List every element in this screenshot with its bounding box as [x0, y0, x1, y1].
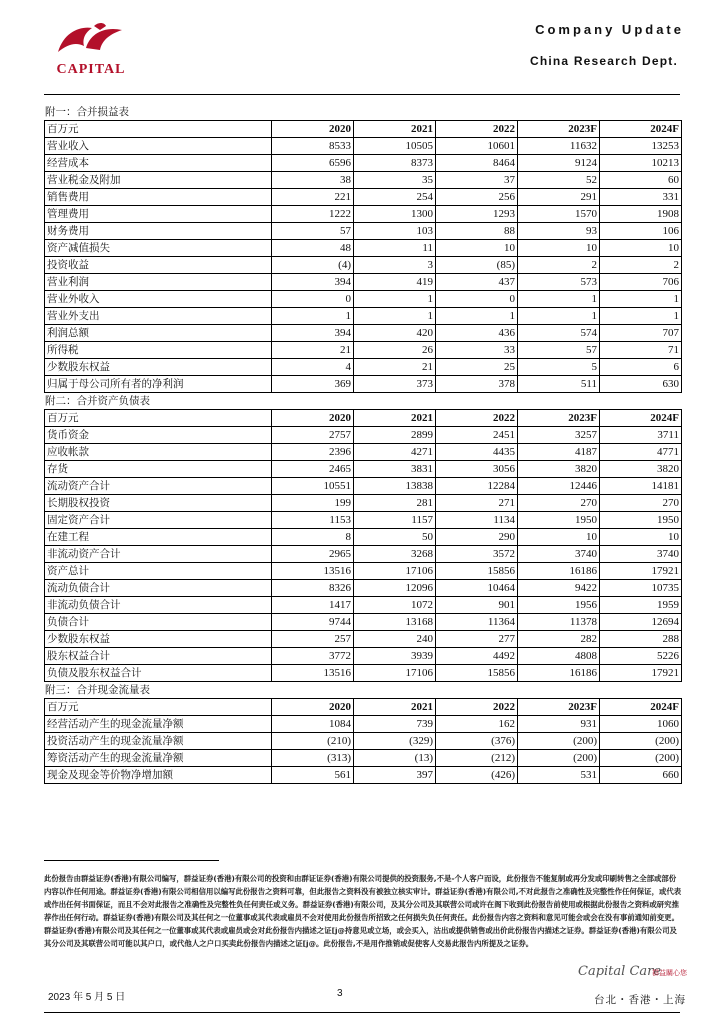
- cell-value: 15856: [436, 563, 518, 580]
- cell-value: 221: [272, 189, 354, 206]
- cell-value: (85): [436, 257, 518, 274]
- cell-value: 57: [272, 223, 354, 240]
- cell-value: 1908: [600, 206, 682, 223]
- cell-value: 1570: [518, 206, 600, 223]
- brand-sub: 群益關心您: [652, 969, 687, 977]
- cell-value: 12446: [518, 478, 600, 495]
- cell-value: 3939: [354, 648, 436, 665]
- bird-logo-icon: [46, 22, 136, 62]
- row-label: 资产减值损失: [45, 240, 272, 257]
- cell-value: 71: [600, 342, 682, 359]
- cell-value: 1293: [436, 206, 518, 223]
- cell-value: 0: [272, 291, 354, 308]
- cell-value: 8326: [272, 580, 354, 597]
- year-header: 2020: [272, 410, 354, 427]
- cell-value: 2451: [436, 427, 518, 444]
- table-header-row: [45, 410, 682, 427]
- cell-value: 13838: [354, 478, 436, 495]
- cell-value: 394: [272, 274, 354, 291]
- cell-value: 1153: [272, 512, 354, 529]
- table-row: [45, 597, 682, 614]
- year-header: 2020: [272, 699, 354, 716]
- row-label: 股东权益合计: [45, 648, 272, 665]
- table-caption: 附三：合并现金流量表: [45, 684, 150, 696]
- cell-value: 10: [518, 240, 600, 257]
- cell-value: 2: [518, 257, 600, 274]
- cell-value: 282: [518, 631, 600, 648]
- cell-value: 2: [600, 257, 682, 274]
- cell-value: (13): [354, 750, 436, 767]
- cell-value: 1134: [436, 512, 518, 529]
- row-label: 负债及股东权益合计: [45, 665, 272, 682]
- table-row: [45, 138, 682, 155]
- cell-value: 1: [600, 291, 682, 308]
- row-label: 流动资产合计: [45, 478, 272, 495]
- cell-value: 16186: [518, 665, 600, 682]
- table-row: [45, 206, 682, 223]
- year-header: 2023F: [518, 699, 600, 716]
- year-header: 2021: [354, 121, 436, 138]
- cell-value: (313): [272, 750, 354, 767]
- cell-value: 2465: [272, 461, 354, 478]
- row-label: 投资活动产生的现金流量净额: [45, 733, 272, 750]
- cell-value: 33: [436, 342, 518, 359]
- row-label: 流动负债合计: [45, 580, 272, 597]
- cell-value: 3820: [518, 461, 600, 478]
- cell-value: 270: [600, 495, 682, 512]
- cell-value: 573: [518, 274, 600, 291]
- cell-value: 4771: [600, 444, 682, 461]
- table-row: [45, 648, 682, 665]
- cell-value: 739: [354, 716, 436, 733]
- table-row: [45, 665, 682, 682]
- table-row: [45, 223, 682, 240]
- cell-value: 106: [600, 223, 682, 240]
- cell-value: 1222: [272, 206, 354, 223]
- cell-value: (210): [272, 733, 354, 750]
- row-label: 存货: [45, 461, 272, 478]
- year-header: 2023F: [518, 410, 600, 427]
- row-label: 负债合计: [45, 614, 272, 631]
- cell-value: 4435: [436, 444, 518, 461]
- cell-value: 3572: [436, 546, 518, 563]
- cell-value: 11632: [518, 138, 600, 155]
- row-label: 营业外收入: [45, 291, 272, 308]
- table-row: [45, 444, 682, 461]
- table-row: [45, 189, 682, 206]
- financial-table: [44, 409, 682, 682]
- unit-header: 百万元: [45, 699, 272, 716]
- table-row: [45, 495, 682, 512]
- cell-value: 15856: [436, 665, 518, 682]
- cell-value: (200): [518, 733, 600, 750]
- capital-care-brand: [578, 960, 688, 988]
- cell-value: (329): [354, 733, 436, 750]
- table-row: [45, 512, 682, 529]
- cell-value: 271: [436, 495, 518, 512]
- cell-value: 2396: [272, 444, 354, 461]
- row-label: 营业利润: [45, 274, 272, 291]
- table-row: [45, 631, 682, 648]
- row-label: 销售费用: [45, 189, 272, 206]
- cell-value: 88: [436, 223, 518, 240]
- report-type: Company Update: [535, 22, 684, 37]
- row-label: 应收帐款: [45, 444, 272, 461]
- row-label: 经营活动产生的现金流量净额: [45, 716, 272, 733]
- cell-value: 21: [272, 342, 354, 359]
- cell-value: 8533: [272, 138, 354, 155]
- cell-value: 60: [600, 172, 682, 189]
- footnote-divider: [44, 860, 219, 861]
- cell-value: 9422: [518, 580, 600, 597]
- year-header: 2024F: [600, 121, 682, 138]
- table-header-row: [45, 699, 682, 716]
- cell-value: 4271: [354, 444, 436, 461]
- cell-value: 2757: [272, 427, 354, 444]
- page-number: 3: [337, 988, 343, 999]
- cell-value: 437: [436, 274, 518, 291]
- cell-value: 3: [354, 257, 436, 274]
- row-label: 货币资金: [45, 427, 272, 444]
- cell-value: 3711: [600, 427, 682, 444]
- cell-value: 1084: [272, 716, 354, 733]
- cell-value: 4187: [518, 444, 600, 461]
- row-label: 非流动负债合计: [45, 597, 272, 614]
- cell-value: 277: [436, 631, 518, 648]
- cell-value: 93: [518, 223, 600, 240]
- cell-value: 706: [600, 274, 682, 291]
- cell-value: 10601: [436, 138, 518, 155]
- cell-value: 5: [518, 359, 600, 376]
- unit-header: 百万元: [45, 410, 272, 427]
- cell-value: (376): [436, 733, 518, 750]
- cell-value: 394: [272, 325, 354, 342]
- year-header: 2021: [354, 410, 436, 427]
- year-header: 2020: [272, 121, 354, 138]
- cell-value: 162: [436, 716, 518, 733]
- cell-value: 561: [272, 767, 354, 784]
- cell-value: 5226: [600, 648, 682, 665]
- cell-value: 397: [354, 767, 436, 784]
- row-label: 营业税金及附加: [45, 172, 272, 189]
- table-row: [45, 325, 682, 342]
- cell-value: 1157: [354, 512, 436, 529]
- table-row: [45, 308, 682, 325]
- year-header: 2022: [436, 699, 518, 716]
- cell-value: 17921: [600, 665, 682, 682]
- research-dept: China Research Dept.: [529, 54, 678, 68]
- table-row: [45, 580, 682, 597]
- cell-value: 254: [354, 189, 436, 206]
- cell-value: 3820: [600, 461, 682, 478]
- cell-value: 10: [600, 529, 682, 546]
- financial-table: [44, 120, 682, 393]
- cell-value: (4): [272, 257, 354, 274]
- cell-value: 199: [272, 495, 354, 512]
- table-row: [45, 257, 682, 274]
- cell-value: 16186: [518, 563, 600, 580]
- cell-value: 256: [436, 189, 518, 206]
- cell-value: 48: [272, 240, 354, 257]
- logo-wordmark: CAPITAL: [56, 62, 126, 77]
- cell-value: 0: [436, 291, 518, 308]
- cell-value: 2965: [272, 546, 354, 563]
- row-label: 现金及现金等价物净增加额: [45, 767, 272, 784]
- cell-value: 3740: [518, 546, 600, 563]
- cell-value: 1417: [272, 597, 354, 614]
- cell-value: 26: [354, 342, 436, 359]
- cell-value: 1060: [600, 716, 682, 733]
- cell-value: 707: [600, 325, 682, 342]
- cell-value: 8464: [436, 155, 518, 172]
- cell-value: 10551: [272, 478, 354, 495]
- cell-value: 11378: [518, 614, 600, 631]
- table-row: [45, 376, 682, 393]
- cell-value: 10735: [600, 580, 682, 597]
- cell-value: 436: [436, 325, 518, 342]
- table-row: [45, 563, 682, 580]
- cell-value: 1: [518, 291, 600, 308]
- row-label: 财务费用: [45, 223, 272, 240]
- cell-value: 257: [272, 631, 354, 648]
- year-header: 2024F: [600, 410, 682, 427]
- cell-value: 6: [600, 359, 682, 376]
- cell-value: 3056: [436, 461, 518, 478]
- cell-value: 10213: [600, 155, 682, 172]
- table-row: [45, 750, 682, 767]
- table-row: [45, 274, 682, 291]
- cell-value: 3831: [354, 461, 436, 478]
- table-row: [45, 359, 682, 376]
- row-label: 筹资活动产生的现金流量净额: [45, 750, 272, 767]
- cell-value: 13253: [600, 138, 682, 155]
- row-label: 营业外支出: [45, 308, 272, 325]
- cell-value: 6596: [272, 155, 354, 172]
- cell-value: 373: [354, 376, 436, 393]
- cell-value: 630: [600, 376, 682, 393]
- table-caption: 附二：合并资产负债表: [45, 395, 150, 407]
- cell-value: 1: [272, 308, 354, 325]
- cell-value: (212): [436, 750, 518, 767]
- year-header: 2021: [354, 699, 436, 716]
- row-label: 营业收入: [45, 138, 272, 155]
- cell-value: 13516: [272, 563, 354, 580]
- cell-value: 8: [272, 529, 354, 546]
- cell-value: 52: [518, 172, 600, 189]
- cell-value: 240: [354, 631, 436, 648]
- cell-value: 10: [600, 240, 682, 257]
- brand-script: Capital Care: [578, 964, 662, 979]
- table-row: [45, 291, 682, 308]
- cell-value: 369: [272, 376, 354, 393]
- cell-value: 901: [436, 597, 518, 614]
- cell-value: 3257: [518, 427, 600, 444]
- row-label: 资产总计: [45, 563, 272, 580]
- row-label: 非流动资产合计: [45, 546, 272, 563]
- cell-value: 290: [436, 529, 518, 546]
- cell-value: 1956: [518, 597, 600, 614]
- cell-value: 8373: [354, 155, 436, 172]
- cell-value: 11364: [436, 614, 518, 631]
- capital-logo: [46, 22, 136, 78]
- table-row: [45, 427, 682, 444]
- disclaimer-text: 此份报告由群益证券(香港)有限公司编写，群益证券(香港)有限公司的投资和由群证证券(香港)有限公司提供的投资服务,不是-个人客户而设，此份报告不能复制或再分发或印刷转售之全部或部份内容以作任何用途。群益证券(香港)有限公司相信用以编写此份报告之资料可靠，但此报告之资料没有被独立核实审计。群益证券(香港)有限公司,不对此报告之准确性及完整性作任何保证，或代表或作出任何书面保证，而且不会对此报告之准确性及完整性负任何责任或义务。群益证券(香港)有限公司，及其分公司及其联营公司或许在阁下收到此份报告前使用或根据此份报告之资料或研究推荐作出任何行动。群益证券(香港)有限公司及其任何之一位董事或其代表或雇员不会对使用此份报告所招致之任何损失负任何责任。此份报告内容之资料和意见可能会或会在没有事前通知前变更。群益证券(香港)有限公司及其任何之一位董事或其代表或雇员或会对此份报告内描述之证[j@持意见或立场，或会买入，沽出或提供销售或出价此份报告内描述之证券。群益证券(香港)有限公司及其分公司及其联营公司可能以其户口，或代他人之户口买卖此份报告内描述之证[j@。此份报告,不是用作推销或促使客人交易此报告内所提及之证券。: [44, 874, 682, 948]
- cell-value: 57: [518, 342, 600, 359]
- cell-value: 17106: [354, 665, 436, 682]
- cell-value: 1959: [600, 597, 682, 614]
- cell-value: 50: [354, 529, 436, 546]
- footer-divider: [44, 1012, 680, 1013]
- cell-value: 660: [600, 767, 682, 784]
- table-row: [45, 461, 682, 478]
- cell-value: 331: [600, 189, 682, 206]
- cell-value: 4808: [518, 648, 600, 665]
- cell-value: 531: [518, 767, 600, 784]
- cell-value: 9124: [518, 155, 600, 172]
- cell-value: 17106: [354, 563, 436, 580]
- cell-value: 11: [354, 240, 436, 257]
- cell-value: 378: [436, 376, 518, 393]
- table-row: [45, 614, 682, 631]
- cell-value: 270: [518, 495, 600, 512]
- table-header-row: [45, 121, 682, 138]
- year-header: 2023F: [518, 121, 600, 138]
- row-label: 所得税: [45, 342, 272, 359]
- cell-value: 419: [354, 274, 436, 291]
- cell-value: 1950: [600, 512, 682, 529]
- cell-value: 1: [518, 308, 600, 325]
- row-label: 利润总额: [45, 325, 272, 342]
- cell-value: 420: [354, 325, 436, 342]
- cell-value: 103: [354, 223, 436, 240]
- cell-value: 37: [436, 172, 518, 189]
- cell-value: (200): [600, 750, 682, 767]
- cell-value: 1: [436, 308, 518, 325]
- table-row: [45, 767, 682, 784]
- table-row: [45, 733, 682, 750]
- table-row: [45, 716, 682, 733]
- cell-value: 288: [600, 631, 682, 648]
- table-row: [45, 529, 682, 546]
- cell-value: 1: [354, 308, 436, 325]
- cell-value: 291: [518, 189, 600, 206]
- table-row: [45, 342, 682, 359]
- cell-value: 4492: [436, 648, 518, 665]
- cell-value: 14181: [600, 478, 682, 495]
- cell-value: (200): [600, 733, 682, 750]
- cell-value: 35: [354, 172, 436, 189]
- cell-value: 21: [354, 359, 436, 376]
- row-label: 管理费用: [45, 206, 272, 223]
- cell-value: 281: [354, 495, 436, 512]
- financial-table: [44, 698, 682, 784]
- cell-value: 1: [600, 308, 682, 325]
- report-date: 2023 年 5 月 5 日: [48, 992, 126, 1003]
- cell-value: 1: [354, 291, 436, 308]
- cell-value: 3740: [600, 546, 682, 563]
- cell-value: 931: [518, 716, 600, 733]
- table-row: [45, 172, 682, 189]
- year-header: 2022: [436, 121, 518, 138]
- row-label: 少数股东权益: [45, 631, 272, 648]
- cell-value: 3772: [272, 648, 354, 665]
- cell-value: 10464: [436, 580, 518, 597]
- cell-value: 17921: [600, 563, 682, 580]
- cell-value: (426): [436, 767, 518, 784]
- unit-header: 百万元: [45, 121, 272, 138]
- cell-value: 1072: [354, 597, 436, 614]
- cell-value: 12096: [354, 580, 436, 597]
- cell-value: 13168: [354, 614, 436, 631]
- table-row: [45, 240, 682, 257]
- cell-value: 12694: [600, 614, 682, 631]
- cell-value: (200): [518, 750, 600, 767]
- cell-value: 4: [272, 359, 354, 376]
- row-label: 在建工程: [45, 529, 272, 546]
- row-label: 固定资产合计: [45, 512, 272, 529]
- row-label: 投资收益: [45, 257, 272, 274]
- table-caption: 附一：合并损益表: [45, 106, 129, 118]
- cell-value: 574: [518, 325, 600, 342]
- row-label: 归属于母公司所有者的净利润: [45, 376, 272, 393]
- financial-tables: [44, 104, 682, 784]
- cell-value: 2899: [354, 427, 436, 444]
- row-label: 经营成本: [45, 155, 272, 172]
- cell-value: 13516: [272, 665, 354, 682]
- row-label: 长期股权投资: [45, 495, 272, 512]
- table-row: [45, 546, 682, 563]
- table-row: [45, 155, 682, 172]
- cell-value: 3268: [354, 546, 436, 563]
- cell-value: 38: [272, 172, 354, 189]
- cell-value: 10505: [354, 138, 436, 155]
- row-label: 少数股东权益: [45, 359, 272, 376]
- cell-value: 12284: [436, 478, 518, 495]
- cell-value: 511: [518, 376, 600, 393]
- cell-value: 10: [436, 240, 518, 257]
- cell-value: 25: [436, 359, 518, 376]
- cell-value: 1300: [354, 206, 436, 223]
- year-header: 2024F: [600, 699, 682, 716]
- cell-value: 10: [518, 529, 600, 546]
- year-header: 2022: [436, 410, 518, 427]
- cell-value: 9744: [272, 614, 354, 631]
- cell-value: 1950: [518, 512, 600, 529]
- header-divider: [44, 94, 680, 95]
- office-cities: 台北・香港・上海: [594, 994, 686, 1006]
- table-row: [45, 478, 682, 495]
